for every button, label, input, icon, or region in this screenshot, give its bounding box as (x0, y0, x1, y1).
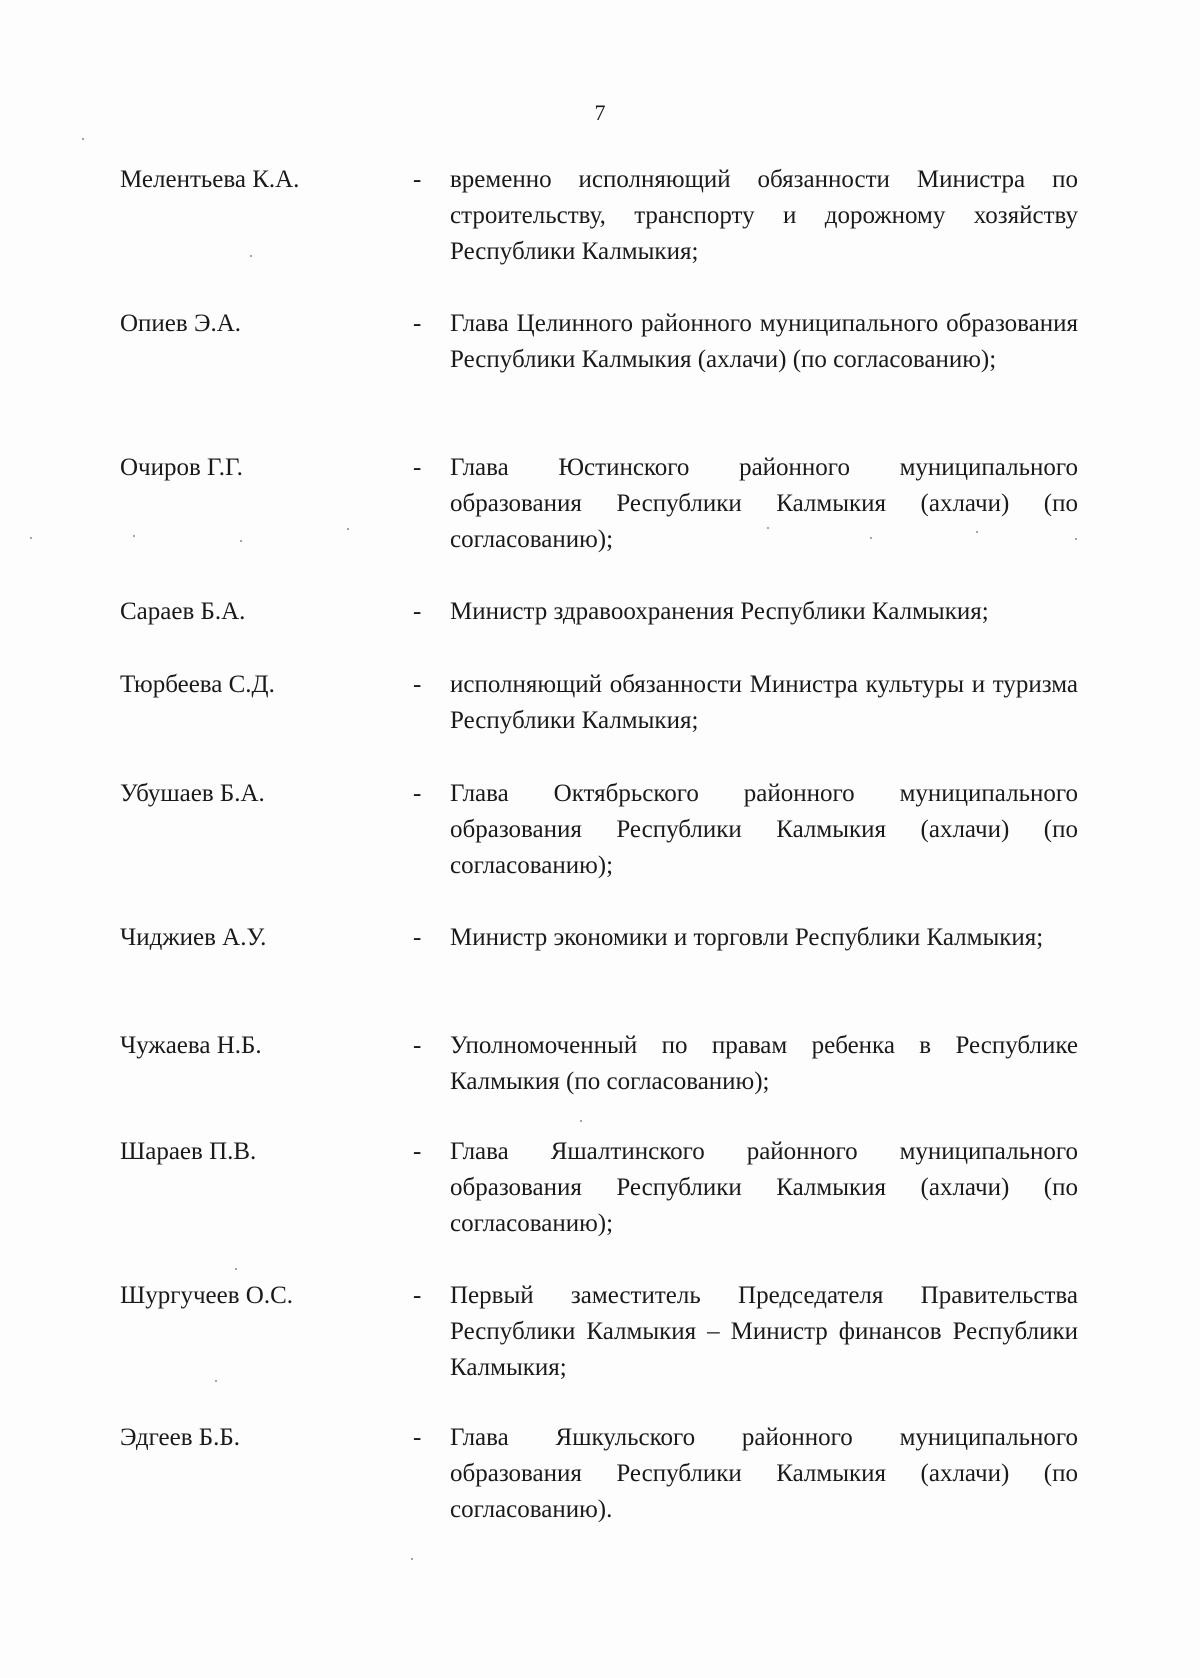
position-description: Министр здравоохранения Республики Калмыкия; (450, 598, 989, 625)
separator-dash: - (413, 1282, 422, 1309)
person-name: Мелентьева К.А. (120, 166, 300, 193)
separator-dash: - (413, 1424, 422, 1451)
scan-speck (30, 537, 32, 539)
person-name: Эдгеев Б.Б. (120, 1424, 240, 1451)
scan-speck (235, 1268, 237, 1270)
separator-dash: - (413, 166, 422, 193)
separator-dash: - (413, 1032, 422, 1059)
separator-dash: - (413, 924, 422, 951)
scan-speck (240, 540, 242, 542)
position-description: Глава Октябрьского районного муниципального образования Республики Калмыкия (ахлачи) (по согласованию); (450, 780, 1078, 879)
scan-speck (82, 138, 84, 140)
position-description: Первый заместитель Председателя Правительства Республики Калмыкия – Министр финансов Республики Калмыкия; (450, 1282, 1078, 1381)
person-name: Шараев П.В. (120, 1138, 257, 1165)
position-description: Министр экономики и торговли Республики Калмыкия; (450, 924, 1044, 951)
separator-dash: - (413, 1138, 422, 1165)
scan-speck (580, 1120, 582, 1122)
scan-speck (976, 531, 978, 533)
scan-speck (870, 537, 872, 539)
person-name: Опиев Э.А. (120, 310, 242, 337)
position-description: Глава Целинного районного муниципального образования Республики Калмыкия (ахлачи) (по согласованию); (450, 310, 1078, 373)
separator-dash: - (413, 310, 422, 337)
separator-dash: - (413, 454, 422, 481)
person-name: Убушаев Б.А. (120, 780, 265, 807)
scan-speck (411, 1558, 413, 1560)
scan-speck (1075, 538, 1077, 540)
scan-speck (250, 255, 252, 257)
person-name: Чиджиев А.У. (120, 924, 267, 951)
scan-speck (133, 535, 135, 537)
position-description: Глава Юстинского районного муниципального образования Республики Калмыкия (ахлачи) (по согласованию); (450, 454, 1078, 553)
position-description: Глава Яшкульского районного муниципального образования Республики Калмыкия (ахлачи) (по согласованию). (450, 1424, 1078, 1523)
position-description: временно исполняющий обязанности Министра по строительству, транспорту и дорожному хозяйству Республики Калмыкия; (450, 166, 1078, 265)
separator-dash: - (413, 780, 422, 807)
person-name: Шургучеев О.С. (120, 1282, 294, 1309)
person-name: Очиров Г.Г. (120, 454, 243, 481)
position-description: Уполномоченный по правам ребенка в Республике Калмыкия (по согласованию); (450, 1032, 1078, 1095)
position-description: Глава Яшалтинского районного муниципального образования Республики Калмыкия (ахлачи) (по согласованию); (450, 1138, 1078, 1237)
scan-speck (347, 528, 349, 530)
person-name: Чужаева Н.Б. (120, 1032, 262, 1059)
page-number: 7 (594, 100, 606, 125)
scan-speck (215, 1380, 217, 1382)
position-description: исполняющий обязанности Министра культуры и туризма Республики Калмыкия; (450, 671, 1078, 734)
separator-dash: - (413, 671, 422, 698)
person-name: Сараев Б.А. (120, 598, 246, 625)
scan-speck (767, 527, 769, 529)
person-name: Тюрбеева С.Д. (120, 671, 275, 698)
separator-dash: - (413, 598, 422, 625)
